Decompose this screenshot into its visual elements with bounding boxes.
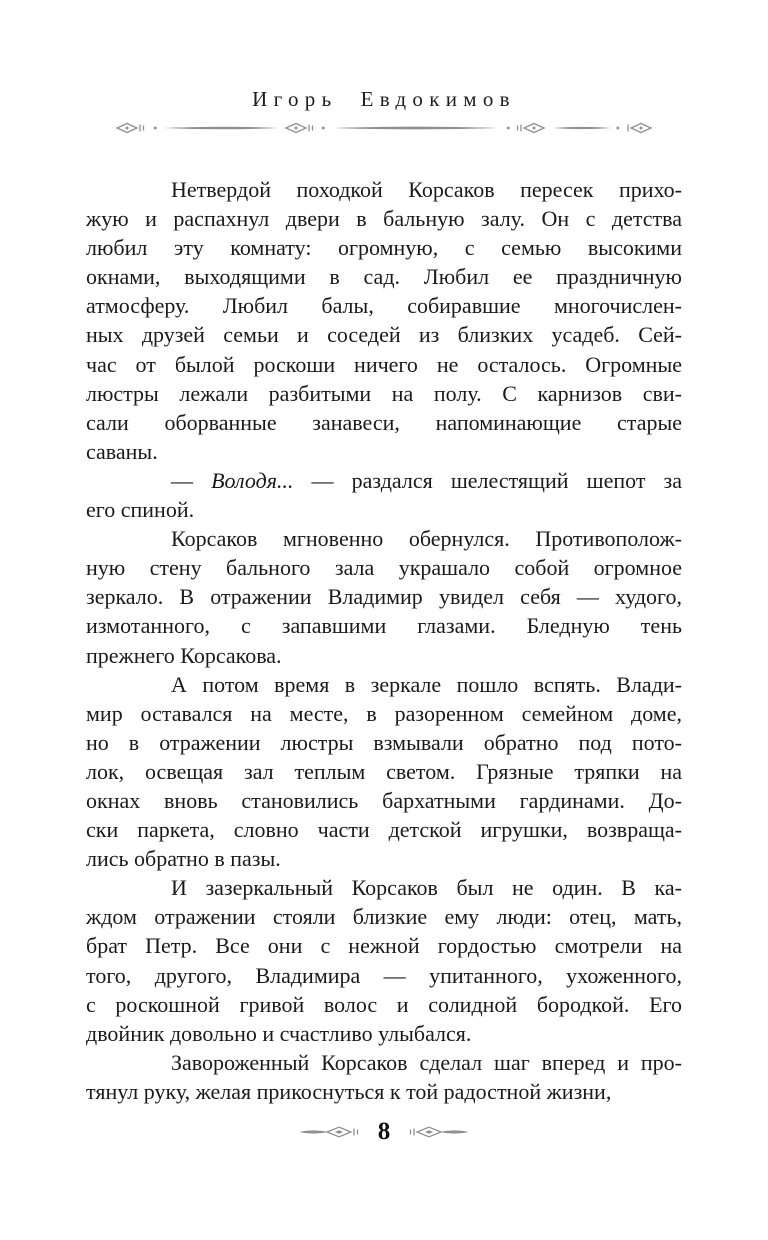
text-line: прежнего Корсакова. [86,642,282,668]
text-line: И зазеркальный Корсаков был не один. В ка- [171,875,682,901]
text-line: брат Петр. Все они с нежной гордостью смотрели на [86,933,682,959]
text-line: Корсаков мгновенно обернулся. Противополож- [171,526,682,552]
text-line: атмосферу. Любил балы, собиравшие многочислен- [86,293,682,319]
text-line: саваны. [86,438,158,464]
italic-text-segment: Володя... [211,467,294,493]
text-line: тянул руку, желая прикоснуться к той радостной жизни, [86,1078,612,1104]
page-number: 8 [377,1118,391,1145]
text-line: того, другого, Владимира — упитанного, ухоженного, [86,962,682,988]
text-line: окнах вновь становились бархатными гардинами. До- [86,787,682,813]
text-line: мир оставался на месте, в разоренном семейном доме, [86,700,682,726]
text-line: жую и распахнул двери в бальную залу. Он с детства [86,206,682,232]
text-line [86,466,682,495]
header-divider-ornament-icon [116,121,652,135]
text-line: с роскошной гривой волос и солидной бородкой. Его [86,991,682,1017]
author-header: Игорь Евдокимов [252,87,516,111]
text-line: но в отражении люстры взмывали обратно под пото- [86,729,682,755]
text-line: окнами, выходящими в сад. Любил ее праздничную [86,264,682,290]
text-line: его спиной. [86,497,195,523]
text-line: Нетвердой походкой Корсаков пересек прихо- [171,177,682,202]
text-line: ную стену бального зала украшало собой огромное [86,555,682,581]
footer-ornament-left-icon [299,1125,361,1139]
body-text [86,175,682,1106]
footer-ornament-right-icon [407,1125,469,1139]
text-line: ски паркета, словно части детской игрушки, возвраща- [86,817,682,843]
text-line: любил эту комнату: огромную, с семью высокими [86,235,682,261]
text-line: люстры лежали разбитыми на полу. С карнизов сви- [86,380,682,406]
text-line: измотанного, с запавшими глазами. Бледную тень [86,613,682,639]
text-segment: — раздался шелестящий шепот за [293,467,682,493]
text-line: час от былой роскоши ничего не осталось. Огромные [86,351,682,377]
text-line: А потом время в зеркале пошло вспять. Влади- [171,671,682,697]
text-line: сали оборванные занавеси, напоминающие старые [86,409,682,435]
text-line: лись обратно в пазы. [86,846,281,872]
text-line: зеркало. В отражении Владимир увидел себя — худого, [86,584,682,610]
text-line: ных друзей семьи и соседей из близких усадеб. Сей- [86,322,682,348]
text-segment: — [171,467,212,493]
page-footer [0,1119,768,1144]
text-line: лок, освещая зал теплым светом. Грязные тряпки на [86,758,682,784]
text-line: Завороженный Корсаков сделал шаг вперед и про- [171,1049,682,1075]
text-line: ждом отражении стояли близкие ему люди: отец, мать, [86,904,682,930]
text-line: двойник довольно и счастливо улыбался. [86,1020,472,1046]
